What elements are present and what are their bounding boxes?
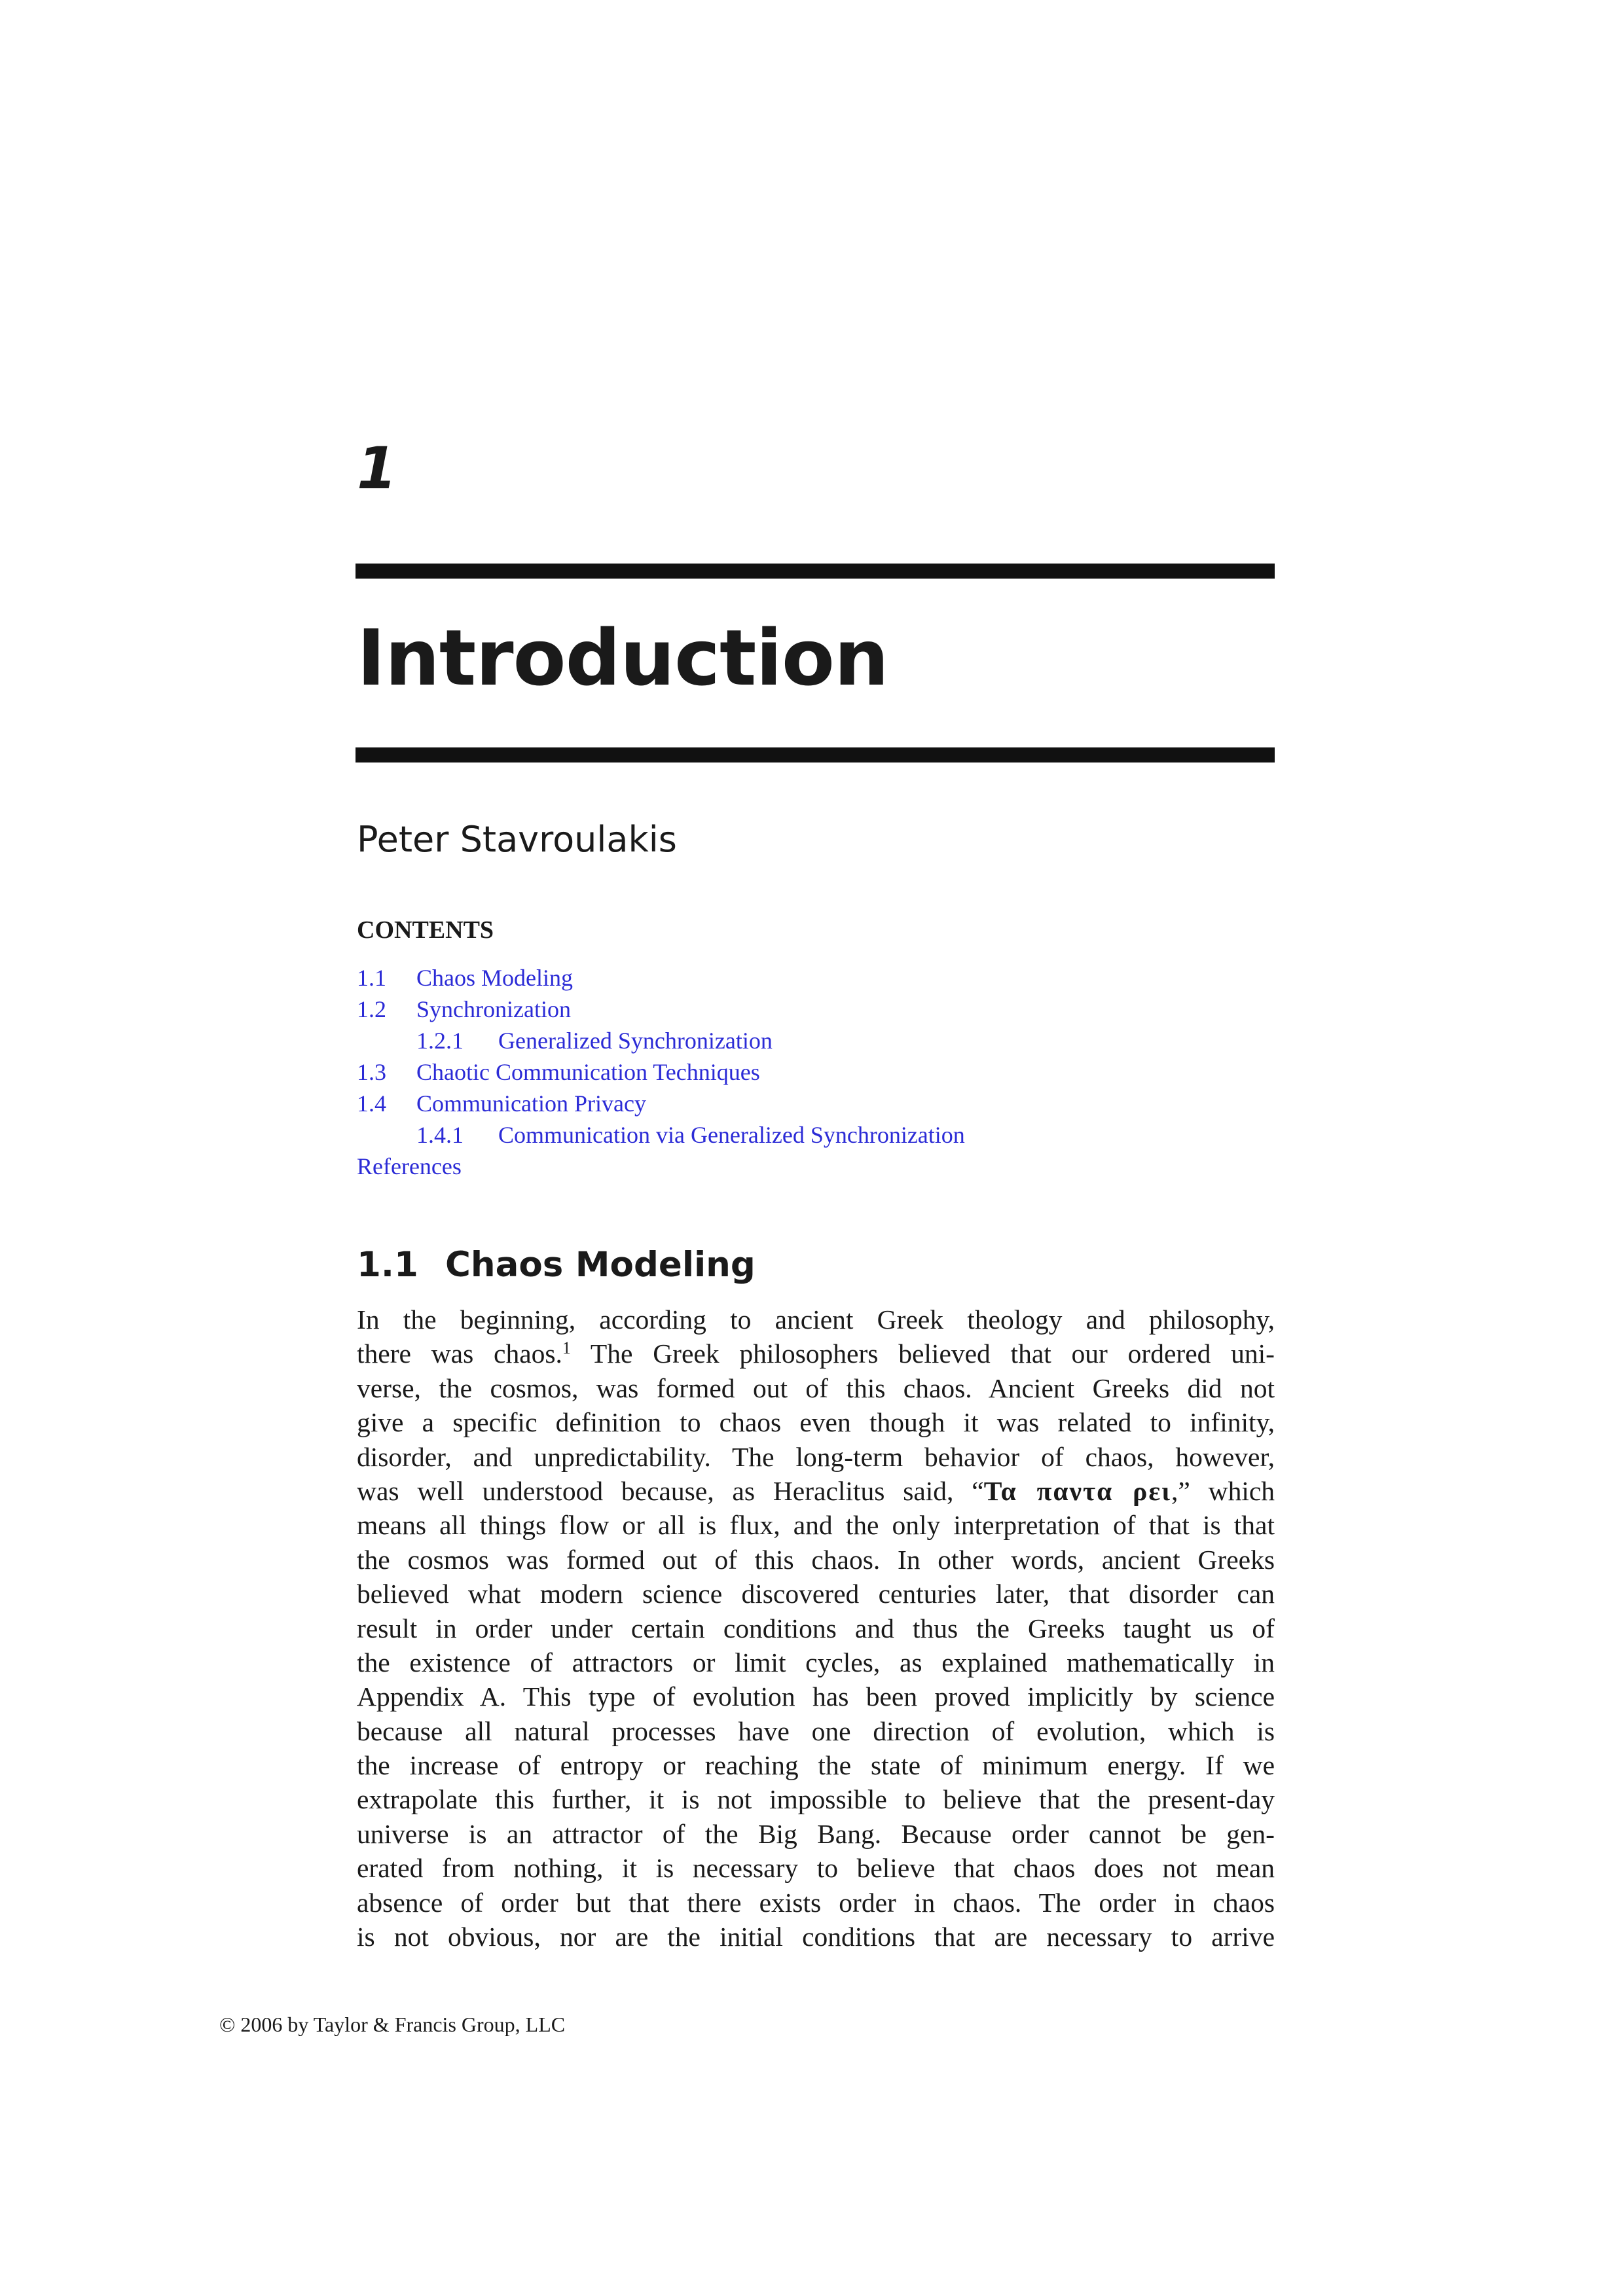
chapter-rule-top: [356, 564, 1275, 579]
table-of-contents: [357, 962, 965, 1182]
body-line: absence of order but that there exists order in chaos. The order in chaos: [357, 1887, 1275, 1918]
body-line: means all things flow or all is flux, and the only interpretation of that is that: [357, 1510, 1275, 1541]
toc-number: 1.2: [357, 996, 386, 1022]
chapter-rule-bottom: [356, 747, 1275, 762]
body-line: verse, the cosmos, was formed out of this chaos. Ancient Greeks did not: [357, 1372, 1275, 1403]
body-line: erated from nothing, it is necessary to believe that chaos does not mean: [357, 1853, 1275, 1884]
body-line: result in order under certain conditions and thus the Greeks taught us of: [357, 1613, 1275, 1643]
copyright-notice: © 2006 by Taylor & Francis Group, LLC: [219, 2013, 566, 2036]
greek-quote: Τα παντα ρει: [983, 1475, 1171, 1506]
body-line: universe is an attractor of the Big Bang. Because order cannot be gen-: [357, 1818, 1275, 1849]
toc-number: 1.2.1: [416, 1028, 464, 1054]
toc-label: References: [357, 1153, 462, 1179]
chapter-number: 1: [357, 435, 397, 502]
toc-link-references[interactable]: [357, 1151, 965, 1182]
body-line: believed what modern science discovered centuries later, that disorder can: [357, 1579, 1275, 1609]
toc-label: Chaotic Communication Techniques: [416, 1059, 760, 1085]
toc-link-chaotic-communication-techniques[interactable]: [357, 1056, 965, 1088]
body-line: there was chaos.$^1$ The Greek philosophers believed that our ordered uni-: [357, 1338, 1275, 1369]
toc-number: 1.3: [357, 1059, 386, 1085]
toc-label: Communication Privacy: [416, 1090, 646, 1117]
toc-number: 1.4.1: [416, 1122, 464, 1148]
footnote-marker[interactable]: 1: [562, 1338, 571, 1358]
body-line: extrapolate this further, it is not impossible to believe that the present-day: [357, 1784, 1275, 1815]
toc-link-communication-via-generalized-synchronization[interactable]: [357, 1119, 965, 1151]
toc-label: Communication via Generalized Synchronization: [498, 1122, 965, 1148]
section-heading: [357, 1245, 756, 1285]
toc-link-generalized-synchronization[interactable]: [357, 1025, 965, 1056]
body-line: is not obvious, nor are the initial conditions that are necessary to arrive: [357, 1922, 1275, 1952]
body-line: because all natural processes have one direction of evolution, which is: [357, 1715, 1275, 1746]
toc-number: 1.4: [357, 1090, 386, 1117]
section-body-text: [357, 1302, 1275, 1954]
chapter-title: Introduction: [357, 613, 888, 703]
body-line: In the beginning, according to ancient Greek theology and philosophy,: [357, 1304, 1275, 1335]
section-number: 1.1: [357, 1245, 418, 1285]
toc-link-chaos-modeling[interactable]: [357, 962, 965, 994]
toc-link-communication-privacy[interactable]: [357, 1088, 965, 1119]
body-line: the existence of attractors or limit cycles, as explained mathematically in: [357, 1647, 1275, 1677]
toc-label: Chaos Modeling: [416, 965, 573, 991]
body-line: give a specific definition to chaos even though it was related to infinity,: [357, 1407, 1275, 1438]
body-line: the increase of entropy or reaching the state of minimum energy. If we: [357, 1750, 1275, 1781]
toc-label: Synchronization: [416, 996, 571, 1022]
body-line: disorder, and unpredictability. The long-term behavior of chaos, however,: [357, 1441, 1275, 1472]
body-line: Appendix A. This type of evolution has been proved implicitly by science: [357, 1681, 1275, 1712]
toc-number: 1.1: [357, 965, 386, 991]
section-title: Chaos Modeling: [445, 1245, 756, 1285]
toc-label: Generalized Synchronization: [498, 1028, 773, 1054]
toc-link-synchronization[interactable]: [357, 994, 965, 1025]
body-line: was well understood because, as Heraclitus said, “Τα παντα ρει,” which: [357, 1475, 1275, 1506]
body-line: the cosmos was formed out of this chaos. In other words, ancient Greeks: [357, 1544, 1275, 1575]
chapter-author: Peter Stavroulakis: [357, 819, 677, 860]
contents-heading: CONTENTS: [357, 916, 494, 944]
